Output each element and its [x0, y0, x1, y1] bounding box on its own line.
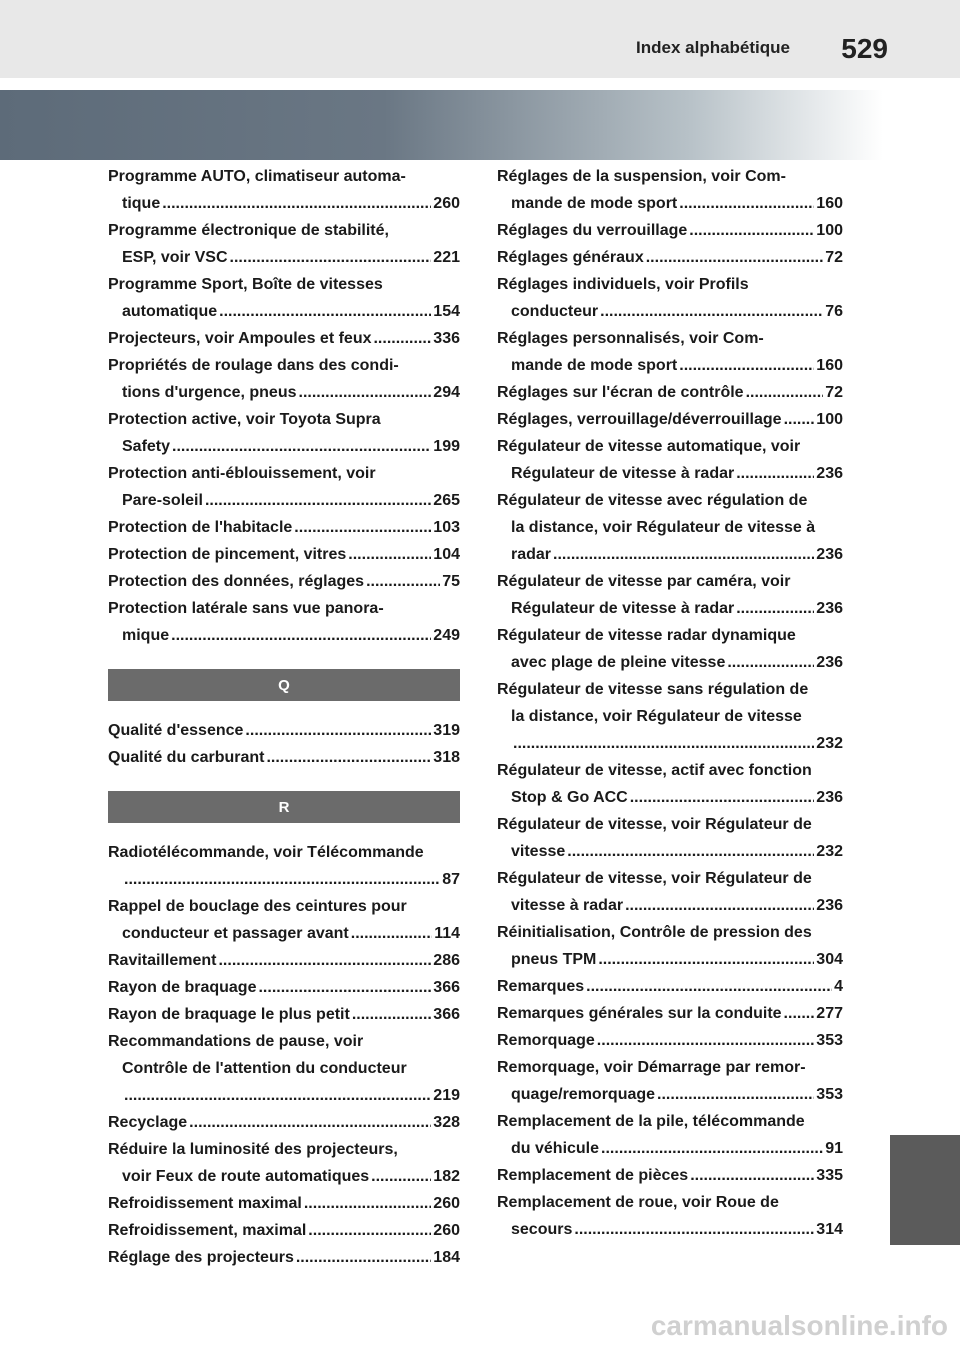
entry-text-line: Recommandations de pause, voir [108, 1033, 364, 1050]
entry-page-line [108, 1109, 460, 1136]
entry-page-number: 249 [433, 627, 460, 644]
entry-term: Stop & Go ACC [511, 789, 628, 806]
dot-leader [371, 1163, 431, 1190]
entry-term: Rayon de braquage [108, 979, 257, 996]
entry-text-line: Régulateur de vitesse par caméra, voir [497, 573, 791, 590]
entry-term: Régulateur de vitesse à radar [511, 465, 735, 482]
entry-page-number: 286 [433, 952, 460, 969]
entry-page-line [497, 1027, 843, 1054]
entry-term: avec plage de pleine vitesse [511, 654, 726, 671]
dot-leader [258, 974, 431, 1001]
dot-leader [171, 622, 431, 649]
dot-leader [296, 1244, 431, 1271]
entry-text-line: Réduire la luminosité des projecteurs, [108, 1141, 398, 1158]
entry-page-number: 199 [433, 438, 460, 455]
entry-term: Ravitaillement [108, 952, 217, 969]
entry-page-number: 104 [433, 546, 460, 563]
entry-term: Qualité du carburant [108, 749, 265, 766]
entry-term: ESP, voir VSC [122, 249, 228, 266]
entry-page-line [497, 406, 843, 433]
letter-header-q: Q [108, 669, 460, 701]
entry-page-line [497, 946, 843, 973]
dot-leader [597, 1027, 815, 1054]
entry-page-number: 236 [816, 600, 843, 617]
dot-leader [598, 946, 814, 973]
index-entry [108, 744, 460, 771]
dot-leader [373, 325, 431, 352]
dot-leader [727, 649, 814, 676]
entry-page-line [108, 744, 460, 771]
entry-text-line: Régulateur de vitesse, voir Régulateur de [497, 870, 812, 887]
entry-term: Projecteurs, voir Ampoules et feux [108, 330, 372, 347]
entry-page-number: 4 [834, 978, 843, 995]
entry-page-number: 87 [442, 871, 460, 888]
index-entry [497, 1162, 843, 1189]
entry-page-number: 304 [816, 951, 843, 968]
entry-page-line [108, 487, 460, 514]
entry-page-number: 277 [816, 1005, 843, 1022]
index-entry [108, 717, 460, 744]
entry-term: Réglages généraux [497, 249, 644, 266]
entry-page-line [497, 973, 843, 1000]
entry-page-number: 236 [816, 789, 843, 806]
entry-term: Safety [122, 438, 171, 455]
dot-leader [348, 541, 431, 568]
entry-term: vitesse à radar [511, 897, 624, 914]
entry-page-line [497, 379, 843, 406]
entry-term: Remarques générales sur la conduite [497, 1005, 782, 1022]
dot-leader [351, 920, 432, 947]
index-entry [497, 1189, 843, 1243]
entry-term: Refroidissement maximal [108, 1195, 302, 1212]
entry-text-line: la distance, voir Régulateur de vitesse à [511, 519, 816, 536]
entry-page-line [497, 892, 843, 919]
entry-page-number: 328 [433, 1114, 460, 1131]
entry-text-line: Régulateur de vitesse automatique, voir [497, 438, 801, 455]
dot-leader [304, 1190, 431, 1217]
entry-term: pneus TPM [511, 951, 597, 968]
entry-term: tions d'urgence, pneus [122, 384, 297, 401]
entry-page-line [108, 1082, 460, 1109]
entry-text-line: Programme AUTO, climatiseur automa- [108, 168, 406, 185]
entry-page-line [108, 244, 460, 271]
entry-text-line: Protection anti-éblouissement, voir [108, 465, 376, 482]
entry-term: du véhicule [511, 1140, 600, 1157]
entry-page-line [108, 568, 460, 595]
index-column-right [497, 163, 843, 1243]
dot-leader [736, 460, 814, 487]
index-entry [108, 1244, 460, 1271]
index-entry [108, 595, 460, 649]
entry-page-number: 260 [433, 195, 460, 212]
index-entry [497, 487, 843, 568]
entry-term: Remorquage [497, 1032, 595, 1049]
entry-page-number: 318 [433, 749, 460, 766]
dot-leader [266, 744, 431, 771]
entry-page-line [497, 1216, 843, 1243]
entry-page-line [108, 717, 460, 744]
entry-page-line [108, 1244, 460, 1271]
entry-text-line: Contrôle de l'attention du conducteur [122, 1060, 407, 1077]
entry-term: Remplacement de pièces [497, 1167, 689, 1184]
dot-leader [646, 244, 823, 271]
entry-text-line: Régulateur de vitesse radar dynamique [497, 627, 796, 644]
entry-term: Qualité d'essence [108, 722, 244, 739]
entry-page-line [108, 1217, 460, 1244]
index-entry [108, 1217, 460, 1244]
entry-term: quage/remorquage [511, 1086, 656, 1103]
entry-page-number: 219 [433, 1087, 460, 1104]
entry-page-number: 72 [825, 249, 843, 266]
entry-page-number: 366 [433, 979, 460, 996]
entry-page-line [497, 595, 843, 622]
entry-text-line: Régulateur de vitesse, voir Régulateur de [497, 816, 812, 833]
section-banner [0, 90, 960, 160]
entry-term: Protection de l'habitacle [108, 519, 293, 536]
index-entry [497, 1108, 843, 1162]
entry-page-number: 91 [825, 1140, 843, 1157]
entry-term: mande de mode sport [511, 357, 678, 374]
entry-page-number: 232 [816, 735, 843, 752]
entry-page-number: 335 [816, 1167, 843, 1184]
dot-leader [679, 352, 814, 379]
index-entry [497, 406, 843, 433]
index-entry [108, 974, 460, 1001]
entry-page-number: 314 [816, 1221, 843, 1238]
entry-text-line: Programme électronique de stabilité, [108, 222, 389, 239]
entry-term: conducteur et passager avant [122, 925, 349, 942]
entry-term: voir Feux de route automatiques [122, 1168, 370, 1185]
index-entry [497, 865, 843, 919]
entry-page-number: 236 [816, 897, 843, 914]
entry-page-line [108, 947, 460, 974]
entry-page-line [108, 190, 460, 217]
entry-page-line [108, 433, 460, 460]
entry-page-line [497, 838, 843, 865]
entry-term: mique [122, 627, 170, 644]
dot-leader [230, 244, 432, 271]
entry-page-line [108, 866, 460, 893]
entry-text-line: Rappel de bouclage des ceintures pour [108, 898, 407, 915]
dot-leader [189, 1109, 431, 1136]
index-entry [108, 271, 460, 325]
entry-term: Protection des données, réglages [108, 573, 365, 590]
entry-text-line: Remorquage, voir Démarrage par remor- [497, 1059, 806, 1076]
index-entry [108, 893, 460, 947]
dot-leader [172, 433, 431, 460]
dot-leader [784, 1000, 815, 1027]
entry-page-number: 232 [816, 843, 843, 860]
entry-term: Réglages sur l'écran de contrôle [497, 384, 744, 401]
dot-leader [352, 1001, 431, 1028]
watermark: carmanualsonline.info [650, 1310, 948, 1341]
entry-page-line [497, 1081, 843, 1108]
entry-text-line: Propriétés de roulage dans des condi- [108, 357, 399, 374]
index-entry [108, 541, 460, 568]
entry-page-number: 221 [433, 249, 460, 266]
entry-text-line: la distance, voir Régulateur de vitesse [511, 708, 802, 725]
entry-term: Protection de pincement, vitres [108, 546, 347, 563]
entry-page-line [497, 541, 843, 568]
entry-page-line [497, 352, 843, 379]
index-entry [108, 1190, 460, 1217]
dot-leader [574, 1216, 814, 1243]
entry-page-line [108, 379, 460, 406]
entry-term: automatique [122, 303, 218, 320]
index-entry [108, 163, 460, 217]
dot-leader [308, 1217, 431, 1244]
entry-text-line: Remplacement de roue, voir Roue de [497, 1194, 779, 1211]
index-entry [108, 947, 460, 974]
entry-page-line [497, 1135, 843, 1162]
entry-term: Réglages du verrouillage [497, 222, 688, 239]
entry-page-line [497, 460, 843, 487]
entry-text-line: Régulateur de vitesse sans régulation de [497, 681, 809, 698]
entry-term: Réglages, verrouillage/déverrouillage [497, 411, 782, 428]
entry-page-number: 160 [816, 195, 843, 212]
index-entry [108, 514, 460, 541]
dot-leader [746, 379, 824, 406]
index-entry [497, 217, 843, 244]
entry-page-line [497, 649, 843, 676]
entry-text-line: Réinitialisation, Contrôle de pression des [497, 924, 812, 941]
index-entry [497, 163, 843, 217]
index-entry [108, 1136, 460, 1190]
entries-group-r [108, 839, 460, 1271]
entry-text-line: Protection active, voir Toyota Supra [108, 411, 381, 428]
index-entry [497, 973, 843, 1000]
entry-page-number: 236 [816, 654, 843, 671]
dot-leader [625, 892, 814, 919]
dot-leader [205, 487, 431, 514]
index-entry [497, 1000, 843, 1027]
entry-page-line [497, 244, 843, 271]
index-entry [108, 460, 460, 514]
entry-page-number: 236 [816, 546, 843, 563]
index-entry [108, 217, 460, 271]
entry-page-number: 353 [816, 1086, 843, 1103]
entry-page-number: 76 [825, 303, 843, 320]
entry-page-number: 265 [433, 492, 460, 509]
dot-leader [162, 190, 431, 217]
header-bar [0, 0, 960, 78]
index-entry [497, 244, 843, 271]
entry-page-line [497, 217, 843, 244]
dot-leader [657, 1081, 814, 1108]
index-entry [497, 622, 843, 676]
entry-page-line [108, 298, 460, 325]
index-entry [108, 406, 460, 460]
entry-page-number: 100 [816, 222, 843, 239]
dot-leader [689, 217, 814, 244]
entry-page-number: 336 [433, 330, 460, 347]
entry-text-line: Réglages individuels, voir Profils [497, 276, 749, 293]
entries-group-p [108, 163, 460, 649]
entry-text-line: Radiotélécommande, voir Télécommande [108, 844, 424, 861]
index-entry [108, 1028, 460, 1109]
entry-text-line: Régulateur de vitesse, actif avec fonction [497, 762, 812, 779]
entry-text-line: Régulateur de vitesse avec régulation de [497, 492, 808, 509]
entry-page-number: 184 [433, 1249, 460, 1266]
entry-page-line [108, 1001, 460, 1028]
dot-leader [679, 190, 814, 217]
dot-leader [567, 838, 814, 865]
entry-term: Rayon de braquage le plus petit [108, 1006, 350, 1023]
entry-text-line: Réglages personnalisés, voir Com- [497, 330, 764, 347]
index-entry [108, 839, 460, 893]
entry-text-line: Protection latérale sans vue panora- [108, 600, 384, 617]
entry-page-number: 260 [433, 1195, 460, 1212]
entry-page-number: 294 [433, 384, 460, 401]
index-entry [497, 568, 843, 622]
dot-leader [601, 1135, 823, 1162]
dot-leader [299, 379, 432, 406]
dot-leader [736, 595, 814, 622]
dot-leader [630, 784, 815, 811]
dot-leader [219, 298, 431, 325]
index-entry [497, 433, 843, 487]
index-entry [497, 379, 843, 406]
entry-page-number: 260 [433, 1222, 460, 1239]
index-entry [108, 568, 460, 595]
entry-page-number: 160 [816, 357, 843, 374]
entry-page-line [108, 325, 460, 352]
entry-page-number: 353 [816, 1032, 843, 1049]
entry-page-number: 182 [433, 1168, 460, 1185]
index-entry [497, 1054, 843, 1108]
dot-leader [513, 730, 814, 757]
dot-leader [586, 973, 832, 1000]
index-entry [108, 1109, 460, 1136]
entry-page-line [497, 730, 843, 757]
entry-page-number: 114 [434, 925, 460, 942]
index-entry [497, 271, 843, 325]
dot-leader [124, 1082, 431, 1109]
index-entry [108, 352, 460, 406]
entry-term: Régulateur de vitesse à radar [511, 600, 735, 617]
dot-leader [218, 947, 431, 974]
entry-page-line [497, 298, 843, 325]
entries-group-q [108, 717, 460, 771]
entry-page-line [108, 974, 460, 1001]
index-entry [108, 325, 460, 352]
entry-term: Refroidissement, maximal [108, 1222, 307, 1239]
index-entry [497, 676, 843, 757]
entry-term: conducteur [511, 303, 599, 320]
dot-leader [245, 717, 431, 744]
entry-term: Réglage des projecteurs [108, 1249, 294, 1266]
index-entry [497, 1027, 843, 1054]
dot-leader [553, 541, 814, 568]
entry-page-line [497, 190, 843, 217]
entry-page-line [108, 1163, 460, 1190]
letter-header-r: R [108, 791, 460, 823]
dot-leader [690, 1162, 814, 1189]
section-title: Index alphabétique [636, 38, 790, 57]
entry-page-number: 236 [816, 465, 843, 482]
page-number: 529 [841, 33, 888, 64]
dot-leader [124, 866, 440, 893]
index-entry [108, 1001, 460, 1028]
entry-page-line [497, 1000, 843, 1027]
entry-page-line [108, 1190, 460, 1217]
index-column-left [108, 163, 460, 1271]
chapter-thumb-tab [890, 1135, 960, 1245]
entry-page-number: 72 [825, 384, 843, 401]
index-entry [497, 919, 843, 973]
entry-page-line [108, 622, 460, 649]
entries-group-r-continued [497, 163, 843, 1243]
entry-text-line: Programme Sport, Boîte de vitesses [108, 276, 383, 293]
entry-page-number: 75 [442, 573, 460, 590]
entry-term: vitesse [511, 843, 566, 860]
entry-page-number: 103 [433, 519, 460, 536]
entry-page-number: 366 [433, 1006, 460, 1023]
entry-term: tique [122, 195, 161, 212]
entry-term: Remarques [497, 978, 585, 995]
dot-leader [784, 406, 815, 433]
entry-term: mande de mode sport [511, 195, 678, 212]
entry-page-line [497, 784, 843, 811]
entry-term: secours [511, 1221, 573, 1238]
entry-page-line [108, 541, 460, 568]
dot-leader [294, 514, 431, 541]
entry-page-line [108, 920, 460, 947]
dot-leader [366, 568, 440, 595]
entry-page-number: 154 [433, 303, 460, 320]
entry-page-number: 319 [433, 722, 460, 739]
entry-page-line [108, 514, 460, 541]
entry-term: radar [511, 546, 552, 563]
entry-page-number: 100 [816, 411, 843, 428]
entry-term: Recyclage [108, 1114, 188, 1131]
entry-text-line: Réglages de la suspension, voir Com- [497, 168, 786, 185]
index-entry [497, 757, 843, 811]
entry-term: Pare-soleil [122, 492, 203, 509]
entry-page-line [497, 1162, 843, 1189]
index-entry [497, 811, 843, 865]
entry-text-line: Remplacement de la pile, télécommande [497, 1113, 805, 1130]
dot-leader [600, 298, 823, 325]
index-entry [497, 325, 843, 379]
